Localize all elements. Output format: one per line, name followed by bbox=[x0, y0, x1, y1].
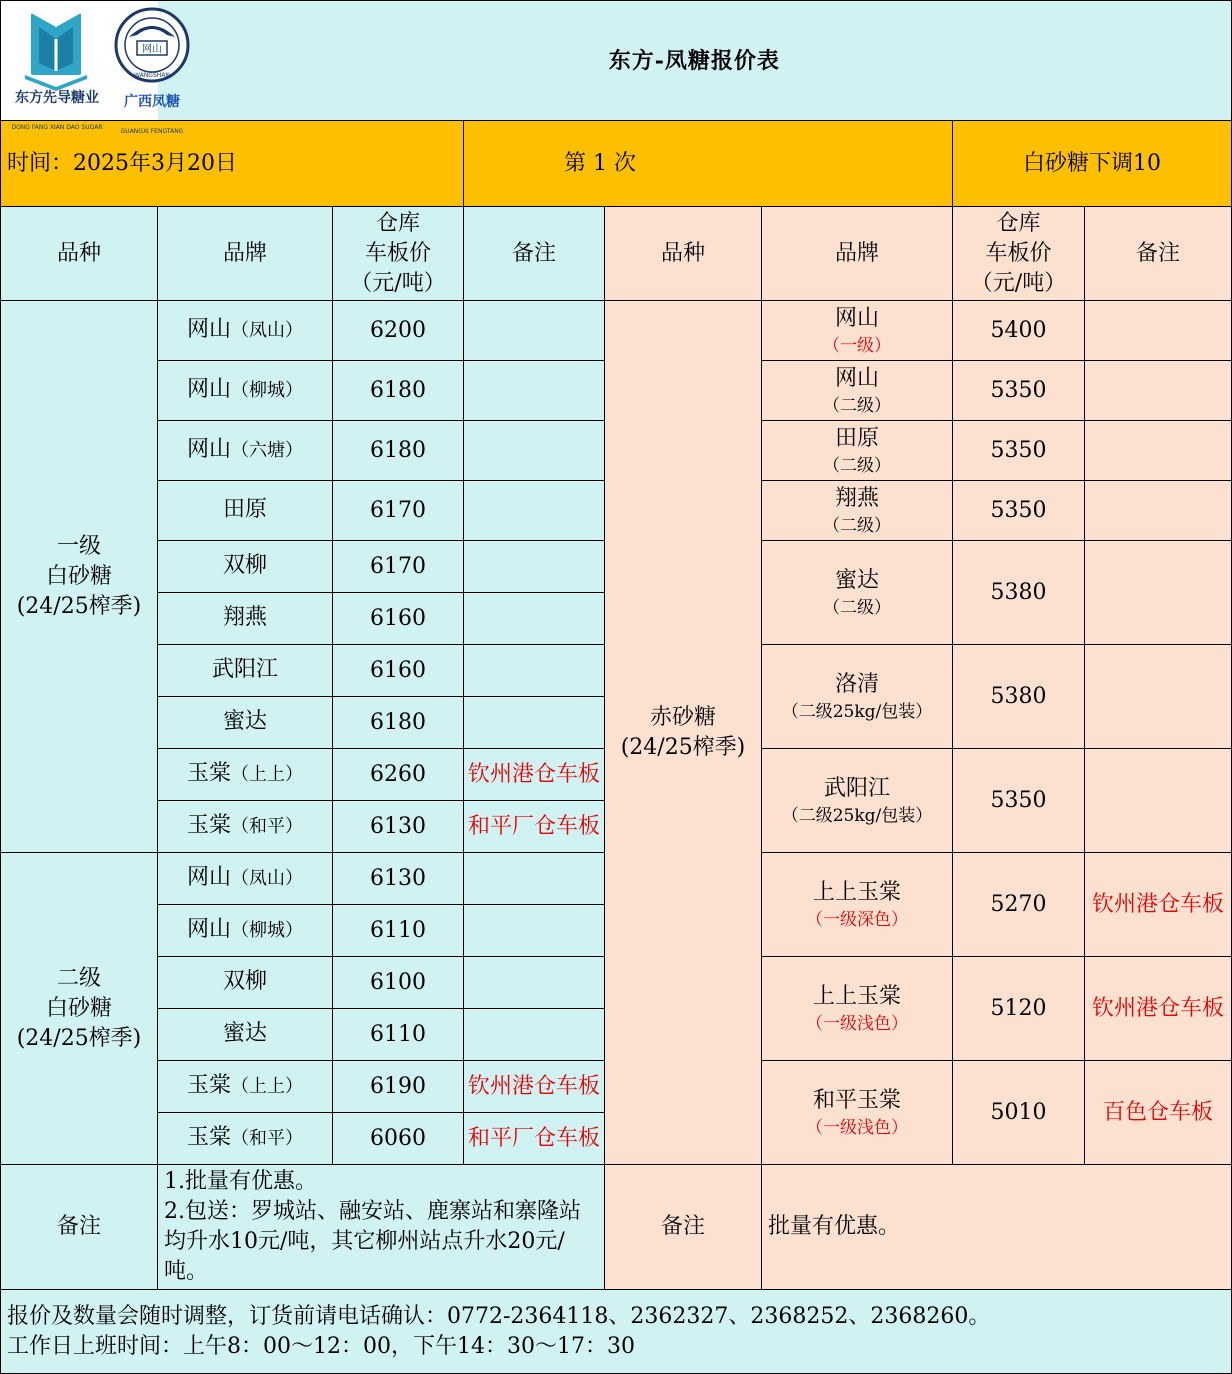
right-logo-caption: 广西凤糖 bbox=[124, 94, 180, 110]
brown-row-price: 5350 bbox=[953, 749, 1085, 853]
table-row-brand bbox=[158, 541, 333, 593]
brown-brand: 和平玉棠 bbox=[812, 1087, 901, 1113]
notes-left-line1: 1.批量有优惠。 bbox=[164, 1169, 317, 1194]
table-row-brand bbox=[158, 749, 333, 801]
brown-brand: 武阳江 bbox=[823, 775, 890, 801]
col-price-brown-line2: 车板价 bbox=[985, 240, 1052, 266]
brand-name: 网山 bbox=[186, 377, 231, 402]
fengtang-caption bbox=[109, 87, 195, 147]
table-row-remark bbox=[464, 1009, 605, 1061]
brown-row-price: 5350 bbox=[953, 481, 1085, 541]
brand-sub: （柳城） bbox=[231, 920, 303, 941]
price-notice: 白砂糖下调10 bbox=[953, 121, 1232, 207]
seal-ring-text: WANGSHAN bbox=[134, 72, 170, 79]
brown-row-remark: 钦州港仓车板 bbox=[1085, 957, 1232, 1061]
brown-row-brand bbox=[762, 853, 953, 957]
table-row-brand bbox=[158, 905, 333, 957]
brand-name: 武阳江 bbox=[211, 657, 278, 682]
brown-row-remark bbox=[1085, 421, 1232, 481]
brand-sub: （上上） bbox=[231, 764, 303, 785]
grade1-line3: (24/25榨季) bbox=[16, 593, 142, 619]
table-row-remark bbox=[464, 421, 605, 481]
brown-row-brand bbox=[762, 541, 953, 645]
brand-sub: （和平） bbox=[231, 1128, 303, 1149]
table-row-price: 6180 bbox=[333, 421, 464, 481]
brown-brand: 蜜达 bbox=[834, 567, 879, 593]
brown-brand: 上上玉棠 bbox=[812, 983, 901, 1009]
table-row-brand bbox=[158, 697, 333, 749]
brown-brand: 上上玉棠 bbox=[812, 879, 901, 905]
brown-sub: （二级） bbox=[823, 395, 891, 416]
brown-sub: （二级25kg/包装） bbox=[781, 805, 933, 826]
notes-left-line2: 2.包送：罗城站、融安站、鹿寨站和寨隆站均升水10元/吨，其它柳州站点升水20元/吨。 bbox=[164, 1199, 581, 1284]
table-row-remark bbox=[464, 361, 605, 421]
brand-sub: （六塘） bbox=[231, 440, 303, 461]
table-row-remark bbox=[464, 697, 605, 749]
table-row-brand bbox=[158, 1061, 333, 1113]
col-variety: 品种 bbox=[1, 207, 158, 301]
table-row-price: 6180 bbox=[333, 361, 464, 421]
brand-name: 双柳 bbox=[222, 553, 267, 578]
table-row-price: 6130 bbox=[333, 853, 464, 905]
table-row-remark bbox=[464, 301, 605, 361]
table-row-price: 6180 bbox=[333, 697, 464, 749]
grade1-variety bbox=[1, 301, 158, 853]
brand-name: 玉棠 bbox=[186, 1073, 231, 1098]
brown-row-brand bbox=[762, 645, 953, 749]
brown-sub: （一级浅色） bbox=[806, 1117, 908, 1138]
col-variety-brown: 品种 bbox=[605, 207, 762, 301]
table-row-remark bbox=[464, 645, 605, 697]
grade1-line1: 一级 bbox=[56, 533, 101, 559]
table-row-brand bbox=[158, 801, 333, 853]
left-logo-subcaption: DONG FANG XIAN DAO SUGAR bbox=[11, 124, 103, 131]
col-price-line3: （元/吨） bbox=[350, 270, 446, 296]
table-row-brand bbox=[158, 957, 333, 1009]
brown-row-remark: 百色仓车板 bbox=[1085, 1061, 1232, 1165]
brown-row-remark bbox=[1085, 481, 1232, 541]
footer bbox=[1, 1290, 1232, 1374]
table-row-remark bbox=[464, 853, 605, 905]
brown-row-remark bbox=[1085, 541, 1232, 645]
brand-name: 玉棠 bbox=[186, 761, 231, 786]
table-row-price: 6170 bbox=[333, 481, 464, 541]
table-row-remark bbox=[464, 481, 605, 541]
brown-row-brand bbox=[762, 957, 953, 1061]
table-row-remark bbox=[464, 957, 605, 1009]
quote-date: 时间：2025年3月20日 bbox=[1, 121, 464, 207]
table-row-remark: 钦州港仓车板 bbox=[464, 749, 605, 801]
right-logo-subcaption: GUANGXI FENGTANG bbox=[120, 128, 184, 135]
brand-name: 田原 bbox=[222, 497, 267, 522]
brown-row-brand bbox=[762, 1061, 953, 1165]
logo-area bbox=[1, 1, 184, 135]
brown-row-brand bbox=[762, 481, 953, 541]
brand-sub: （上上） bbox=[231, 1076, 303, 1097]
grade2-line1: 二级 bbox=[56, 965, 101, 991]
brand-name: 双柳 bbox=[222, 969, 267, 994]
col-price-line1: 仓库 bbox=[375, 210, 420, 236]
brown-row-brand bbox=[762, 361, 953, 421]
brown-row-brand bbox=[762, 421, 953, 481]
brown-brand: 网山 bbox=[834, 365, 879, 391]
brown-row-price: 5120 bbox=[953, 957, 1085, 1061]
table-row-price: 6160 bbox=[333, 645, 464, 697]
grade2-line3: (24/25榨季) bbox=[16, 1025, 142, 1051]
brown-row-remark: 钦州港仓车板 bbox=[1085, 853, 1232, 957]
brown-row-brand bbox=[762, 301, 953, 361]
brand-sub: （凤山） bbox=[231, 320, 303, 341]
table-row-remark: 和平厂仓车板 bbox=[464, 801, 605, 853]
dongfang-caption bbox=[3, 83, 111, 143]
col-price-brown bbox=[953, 207, 1085, 301]
brand-sub: （凤山） bbox=[231, 868, 303, 889]
brown-variety bbox=[605, 301, 762, 1165]
notes-left bbox=[158, 1165, 605, 1290]
brown-row-remark bbox=[1085, 749, 1232, 853]
brown-row-remark bbox=[1085, 361, 1232, 421]
brown-row-price: 5350 bbox=[953, 361, 1085, 421]
brown-row-price: 5270 bbox=[953, 853, 1085, 957]
brown-sub: （二级） bbox=[823, 455, 891, 476]
table-row-brand bbox=[158, 301, 333, 361]
brown-brand: 翔燕 bbox=[834, 485, 879, 511]
brand-name: 网山 bbox=[186, 437, 231, 462]
table-row-brand bbox=[158, 421, 333, 481]
table-row-remark: 和平厂仓车板 bbox=[464, 1113, 605, 1165]
brand-name: 蜜达 bbox=[222, 709, 267, 734]
brown-row-remark bbox=[1085, 645, 1232, 749]
grade2-line2: 白砂糖 bbox=[45, 995, 112, 1021]
brand-sub: （和平） bbox=[231, 816, 303, 837]
col-brand: 品牌 bbox=[158, 207, 333, 301]
col-brand-brown: 品牌 bbox=[762, 207, 953, 301]
brand-name: 玉棠 bbox=[186, 813, 231, 838]
table-row-price: 6170 bbox=[333, 541, 464, 593]
brown-line1: 赤砂糖 bbox=[649, 704, 716, 730]
table-row-brand bbox=[158, 645, 333, 697]
col-price-brown-line1: 仓库 bbox=[996, 210, 1041, 236]
table-row-price: 6200 bbox=[333, 301, 464, 361]
col-price bbox=[333, 207, 464, 301]
brown-sub: （一级深色） bbox=[806, 909, 908, 930]
brown-row-price: 5400 bbox=[953, 301, 1085, 361]
notes-right: 批量有优惠。 bbox=[762, 1165, 1232, 1290]
table-row-price: 6260 bbox=[333, 749, 464, 801]
brown-row-price: 5380 bbox=[953, 645, 1085, 749]
left-logo-caption: 东方先导糖业 bbox=[15, 90, 99, 106]
brand-name: 网山 bbox=[186, 917, 231, 942]
table-row-brand bbox=[158, 481, 333, 541]
brown-sub: （一级） bbox=[823, 335, 891, 356]
table-row-brand bbox=[158, 1009, 333, 1061]
brown-line2: (24/25榨季) bbox=[620, 734, 746, 760]
table-row-remark bbox=[464, 593, 605, 645]
table-row-price: 6060 bbox=[333, 1113, 464, 1165]
brown-sub: （二级25kg/包装） bbox=[781, 701, 933, 722]
brown-brand: 网山 bbox=[834, 305, 879, 331]
brown-row-price: 5350 bbox=[953, 421, 1085, 481]
page-title: 东方-凤糖报价表 bbox=[158, 1, 1232, 121]
brown-sub: （二级） bbox=[823, 515, 891, 536]
table-row-brand bbox=[158, 853, 333, 905]
table-row-remark bbox=[464, 541, 605, 593]
table-row-price: 6110 bbox=[333, 905, 464, 957]
notes-label: 备注 bbox=[1, 1165, 158, 1290]
brand-name: 网山 bbox=[186, 317, 231, 342]
brand-sub: （柳城） bbox=[231, 380, 303, 401]
table-row-brand bbox=[158, 1113, 333, 1165]
quote-round: 第 1 次 bbox=[464, 121, 953, 207]
col-price-line2: 车板价 bbox=[364, 240, 431, 266]
table-row-brand bbox=[158, 593, 333, 645]
brown-row-brand bbox=[762, 749, 953, 853]
brown-sub: （二级） bbox=[823, 597, 891, 618]
brown-brand: 洛清 bbox=[834, 671, 879, 697]
table-row-remark: 钦州港仓车板 bbox=[464, 1061, 605, 1113]
brown-row-remark bbox=[1085, 301, 1232, 361]
footer-contact: 报价及数量会随时调整，订货前请电话确认：0772-2364118、2362327、2368252、2368260。 bbox=[7, 1303, 991, 1329]
brand-name: 蜜达 bbox=[222, 1021, 267, 1046]
notes-label-brown: 备注 bbox=[605, 1165, 762, 1290]
seal-text: 网山 bbox=[142, 44, 162, 55]
footer-hours: 工作日上班时间：上午8：00～12：00，下午14：30～17：30 bbox=[7, 1333, 635, 1359]
col-remark-brown: 备注 bbox=[1085, 207, 1232, 301]
table-row-price: 6130 bbox=[333, 801, 464, 853]
table-row-remark bbox=[464, 905, 605, 957]
brand-name: 翔燕 bbox=[222, 605, 267, 630]
table-row-brand bbox=[158, 361, 333, 421]
grade2-variety bbox=[1, 853, 158, 1165]
brown-row-price: 5010 bbox=[953, 1061, 1085, 1165]
brand-name: 玉棠 bbox=[186, 1125, 231, 1150]
table-row-price: 6190 bbox=[333, 1061, 464, 1113]
grade1-line2: 白砂糖 bbox=[45, 563, 112, 589]
brown-brand: 田原 bbox=[834, 425, 879, 451]
table-row-price: 6110 bbox=[333, 1009, 464, 1061]
brown-sub: （一级浅色） bbox=[806, 1013, 908, 1034]
brown-row-price: 5380 bbox=[953, 541, 1085, 645]
table-row-price: 6160 bbox=[333, 593, 464, 645]
col-remark: 备注 bbox=[464, 207, 605, 301]
table-row-price: 6100 bbox=[333, 957, 464, 1009]
brand-name: 网山 bbox=[186, 865, 231, 890]
col-price-brown-line3: （元/吨） bbox=[970, 270, 1067, 296]
